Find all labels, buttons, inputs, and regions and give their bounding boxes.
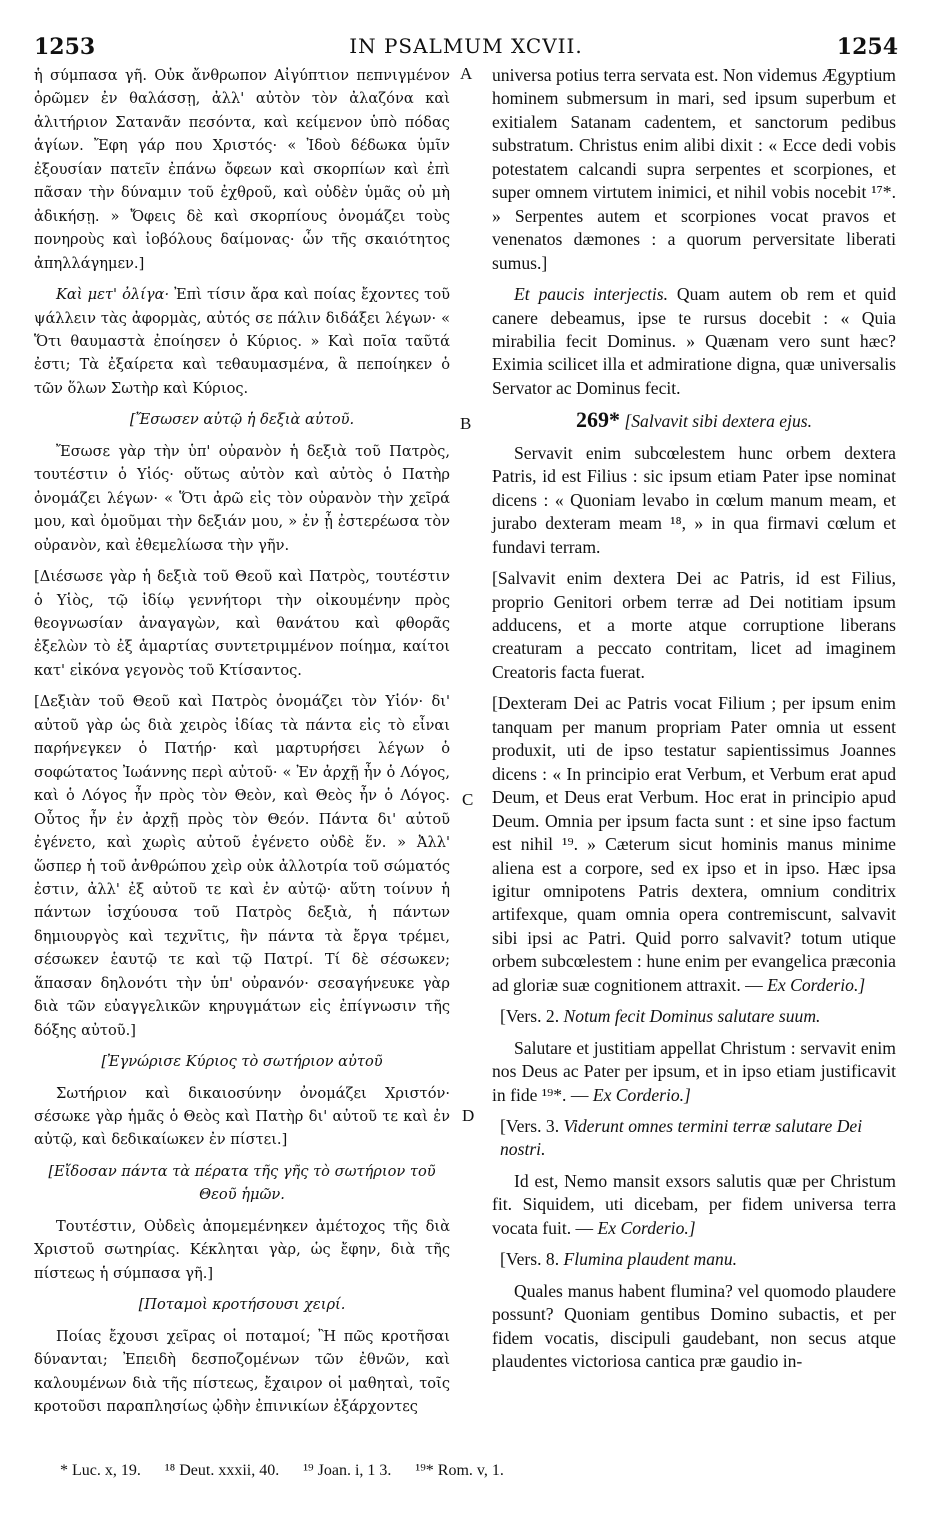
- margin-letter-c: C: [462, 790, 474, 809]
- greek-italic-lead: Καὶ μετ' ὀλίγα·: [56, 286, 170, 304]
- greek-verse-heading: [Εἴδοσαν πάντα τὰ πέρατα τῆς γῆς τὸ σωτήριον τοῦ Θεοῦ ἡμῶν.: [48, 1162, 436, 1204]
- footnote: ¹⁹ Joan. i, 1 3.: [303, 1462, 392, 1479]
- latin-text: [Dexteram Dei ac Patris vocat Filium ; per ipsum enim tanquam per manum propriam Pater omnia ut essent produxit, uti de ipso testatur sapientissimus Joannes dicens : « In principio erat Verbum, et Verbum erat apud Deum, et Deus erat Verbum. Hoc erat in principio apud Deum. Omnia per ipsum facta sunt : et sine ipso factum est nihil ¹⁹. » Cæterum sicut hominis manus minime aliena est a corpore, sed ex ipso et in ipso. Hæc ipsa igitur omnipotens Patris dextera, omnium conditrix artifexque, quam omnia opera contremiscunt, salvavit sibi ipsi ac Patri. Quid porro salvavit? totum utique orbem subcœlestem : hune enim per evangelica præconia ad gloriæ suæ cognitionem attraxit. —: [492, 693, 896, 995]
- column-number: 269*: [575, 407, 620, 433]
- margin-letter-b: B: [460, 414, 472, 433]
- latin-paragraph: [492, 692, 896, 997]
- greek-text: Ἐπὶ τίσιν ἄρα καὶ ποίας ἔχοντες τοῦ ψάλλειν τὰς ἀφορμὰς, αὐτός σε πάλιν διδάξει λέγων· « Ὅτι θαυμαστὰ ἐποίησεν ὁ Κύριος. » Καὶ ποῖα ταῦτά ἐστι; Τὰ ἐξαίρετα καὶ τεθαυμασμένα, ἃ πεποίηκεν ὁ τῶν ὅλων Σωτὴρ καὶ Κύριος.: [34, 286, 450, 397]
- greek-verse-heading: [Ποταμοὶ κροτήσουσι χειρί.: [138, 1296, 346, 1314]
- verse-ref: [Vers. 3.: [500, 1116, 560, 1137]
- greek-paragraph: Ποίας ἔχουσι χεῖρας οἱ ποταμοί; Ἢ πῶς κροτῆσαι δύνανται; Ἐπειδὴ δεσποζομένων τῶν ἐθνῶν, καὶ καλουμένων διὰ τῆς πίστεως, ἔχαιρον οἱ μαθηταὶ, τοῖς κροτοῦσι παραπλησίως ᾠδὴν ἐπινικίων ἐξάρχοντες: [34, 1327, 450, 1416]
- latin-heading-text: Notum fecit Dominus salutare suum.: [563, 1006, 821, 1027]
- greek-column: [34, 64, 450, 1426]
- greek-paragraph: [34, 283, 450, 400]
- margin-letter-a: A: [460, 64, 473, 83]
- latin-text: Quam autem ob rem et quid canere debeamus, ipse te rursus docebit : « Quia mirabilia fecit Dominus. » Quænam vero sunt hæc? Eximia scilicet illa et admiratione digna, quæ universalis Servator ac Dominus fecit.: [492, 284, 896, 398]
- latin-verse-heading: [492, 1248, 896, 1271]
- latin-source: Ex Corderio.]: [767, 974, 866, 995]
- latin-heading-text: Viderunt omnes termini terræ salutare Dei nostri.: [500, 1116, 863, 1160]
- footnotes: [60, 1462, 898, 1480]
- footnote: ¹⁸ Deut. xxxii, 40.: [164, 1462, 280, 1479]
- latin-heading-text: Flumina plaudent manu.: [563, 1249, 738, 1270]
- running-title: IN PSALMUM XCVII.: [349, 34, 583, 58]
- latin-paragraph: [492, 1037, 896, 1107]
- greek-paragraph: Ἔσωσε γὰρ τὴν ὑπ' οὐρανὸν ἡ δεξιὰ τοῦ Πατρὸς, τουτέστιν ὁ Υἱός· οὕτως αὐτὸν καὶ αὐτὸς ὁ Πατὴρ ὀνομάζει λέγων· « Ὅτι ἀρῶ εἰς τὸν οὐρανὸν τὴν χεῖρά μου, καὶ ὀμοῦμαι τὴν δεξιάν μου, » ἐν ᾗ ἐστερέωσα τὸν οὐρανὸν, καὶ ἐθεμελίωσα τὴν γῆν.: [34, 442, 450, 554]
- footnote: ¹⁹* Rom. v, 1.: [415, 1462, 504, 1479]
- latin-paragraph: [492, 1170, 896, 1240]
- latin-text: Salutare et justitiam appellat Christum : servavit enim nos Deus ac Pater per ipsum, et in ipso etiam justificavit in fide ¹⁹*. —: [492, 1037, 896, 1105]
- latin-verse-heading: [492, 408, 896, 433]
- page-header: [34, 28, 898, 62]
- latin-verse-heading: [492, 1115, 896, 1162]
- latin-heading-text: [Salvavit sibi dextera ejus.: [624, 411, 813, 432]
- latin-source: Ex Corderio.]: [592, 1084, 691, 1105]
- greek-paragraph: Τουτέστιν, Οὐδεὶς ἀπομεμένηκεν ἀμέτοχος τῆς διὰ Χριστοῦ σωτηρίας. Κέκληται γὰρ, ὡς ἔφην, διὰ τῆς πίστεως ἡ σύμπασα γῆ.]: [34, 1217, 450, 1282]
- greek-paragraph: [Διέσωσε γὰρ ἡ δεξιὰ τοῦ Θεοῦ καὶ Πατρὸς, τουτέστιν ὁ Υἱὸς, τῷ ἰδίῳ γεννήτορι τὴν οἰκουμένην πρὸς θεογνωσίαν ἀναγαγὼν, καὶ θανάτου καὶ φθορᾶς ἐξελὼν τὸ ἐξ ἁμαρτίας συντετριμμένον ποίημα, καίτοι κατ' εἰκόνα γεγονὸς τοῦ Κτίσαντος.: [34, 568, 450, 679]
- latin-paragraph: Quales manus habent flumina? vel quomodo plaudere possunt? Quoniam gentibus Domino subactis, et per fidem vocatis, discipuli gaudebant, non secus atque plaudentes victoriosa cantica præ gaudio in-: [492, 1280, 896, 1372]
- greek-paragraph: ἡ σύμπασα γῆ. Οὐκ ἄνθρωπον Αἰγύπτιον πεπνιγμένον ὁρῶμεν ἐν θαλάσσῃ, ἀλλ' αὐτὸν τὸν ἀλαζόνα καὶ ἀλιτήριον Σατανᾶν πεσόντα, καὶ κείμενον ὑπὸ πόδας ἁγίων. Ἔφη γάρ που Χριστός· « Ἰδοὺ δέδωκα ὑμῖν ἐξουσίαν πατεῖν ἐπάνω ὄφεων καὶ σκορπίων καὶ ἐπὶ πᾶσαν τὴν δύναμιν τοῦ ἐχθροῦ, καὶ οὐδὲν ὑμᾶς οὐ μὴ ἀδικήσῃ. » Ὄφεις δὲ καὶ σκορπίους ὀνομάζει τοὺς πονηροὺς καὶ ἰοβόλους δαίμονας· ὧν τῆς σκαιότητος ἀπηλλάγημεν.]: [34, 67, 450, 272]
- latin-paragraph: universa potius terra servata est. Non videmus Ægyptium hominem submersum in mari, sed ipsum superbum et exitialem Satanam cadentem, et sanctorum pedibus substratum. Christus enim alibi dixit : « Ecce dedi vobis potestatem calcandi supra serpentes et scorpiones, et super omnem virtutem inimici, et nihil vobis nocebit ¹⁷*. » Serpentes autem et scorpiones vocat pravos et venenatos dæmones : a quorum perversitate liberati sumus.]: [492, 65, 896, 273]
- latin-paragraph: [492, 283, 896, 400]
- greek-verse-heading: [Ἔσωσεν αὐτῷ ἡ δεξιὰ αὐτοῦ.: [129, 411, 355, 429]
- page-number-left: 1253: [34, 34, 96, 60]
- latin-paragraph: Servavit enim subcœlestem hunc orbem dextera Patris, id est Filius : sic ipsum etiam Pater ipse nominat dicens : « Quoniam levabo in cœlum manum meam, et jurabo dexteram meam ¹⁸, » in qua firmavi cœlum et fundavi terram.: [492, 442, 896, 557]
- greek-paragraph: Σωτήριον καὶ δικαιοσύνην ὀνομάζει Χριστόν· σέσωκε γὰρ ἡμᾶς ὁ Θεὸς καὶ Πατὴρ δι' αὐτοῦ τε καὶ ἐν αὐτῷ, καὶ δεδικαίωκεν ἐν πίστει.]: [34, 1084, 450, 1149]
- latin-paragraph: [Salvavit enim dextera Dei ac Patris, id est Filius, proprio Genitori orbem terræ ad Dei notitiam ipsum adducens, et a morte atque corruptione liberans creaturam a peccato contritam, licet ad imaginem Creatoris facta fuerat.: [492, 568, 896, 682]
- latin-verse-heading: [492, 1005, 896, 1028]
- margin-letter-d: D: [462, 1106, 475, 1125]
- latin-source: Ex Corderio.]: [597, 1217, 696, 1238]
- latin-italic-lead: Et paucis interjectis.: [514, 284, 669, 305]
- verse-ref: [Vers. 2.: [500, 1006, 560, 1027]
- greek-paragraph: [Δεξιὰν τοῦ Θεοῦ καὶ Πατρὸς ὀνομάζει τὸν Υἱόν· δι' αὐτοῦ γὰρ ὡς διὰ χειρὸς ἰδίας τὰ πάντα εἰς τὸ εἶναι παρήνεγκεν ὁ Πατήρ· καὶ μαρτυρήσει λέγων ὁ σοφώτατος Ἰωάννης περὶ αὐτοῦ· « Ἐν ἀρχῇ ἦν ὁ Λόγος, καὶ ὁ Λόγος ἦν πρὸς τὸν Θεὸν, καὶ Θεὸς ἦν ὁ Λόγος. Οὗτος ἦν ἐν ἀρχῇ πρὸς τὸν Θεόν. Πάντα δι' αὐτοῦ ἐγένετο, καὶ χωρὶς αὐτοῦ ἐγένετο οὐδὲ ἕν. » Ἀλλ' ὥσπερ ἡ τοῦ ἀνθρώπου χεὶρ οὐκ ἀλλοτρία τοῦ σώματός ἐστιν, ἀλλ' ἐξ αὐτοῦ τε καὶ ἐν αὐτῷ· αὕτη τοίνυν ἡ πάντων ἰσχύουσα τοῦ Πατρὸς δεξιὰ, ἡ πάντων δημιουργὸς καὶ τεχνῖτις, ἣν πάντα τὰ ἔργα τρέμει, σέσωκεν ἑαυτῷ τε καὶ τῷ Πατρί. Τί δὲ σέσωκεν; ἅπασαν δηλονότι τὴν ὑπ' οὐρανόν· σεσαγήνευκε γὰρ διὰ τῶν εὐαγγελικῶν κηρυγμάτων εἰς ἐπίγνωσιν τῆς δόξης αὐτοῦ.]: [34, 693, 450, 1039]
- footnote: * Luc. x, 19.: [60, 1462, 141, 1479]
- greek-verse-heading: [Ἐγνώρισε Κύριος τὸ σωτήριον αὐτοῦ: [101, 1053, 383, 1071]
- latin-text: Id est, Nemo mansit exsors salutis quæ per Christum fit. Siquidem, uti dicebam, per fidem universa terra vocata fuit. —: [492, 1170, 896, 1238]
- page-number-right: 1254: [836, 34, 898, 60]
- verse-ref: [Vers. 8.: [500, 1249, 560, 1270]
- latin-column: [492, 64, 896, 1382]
